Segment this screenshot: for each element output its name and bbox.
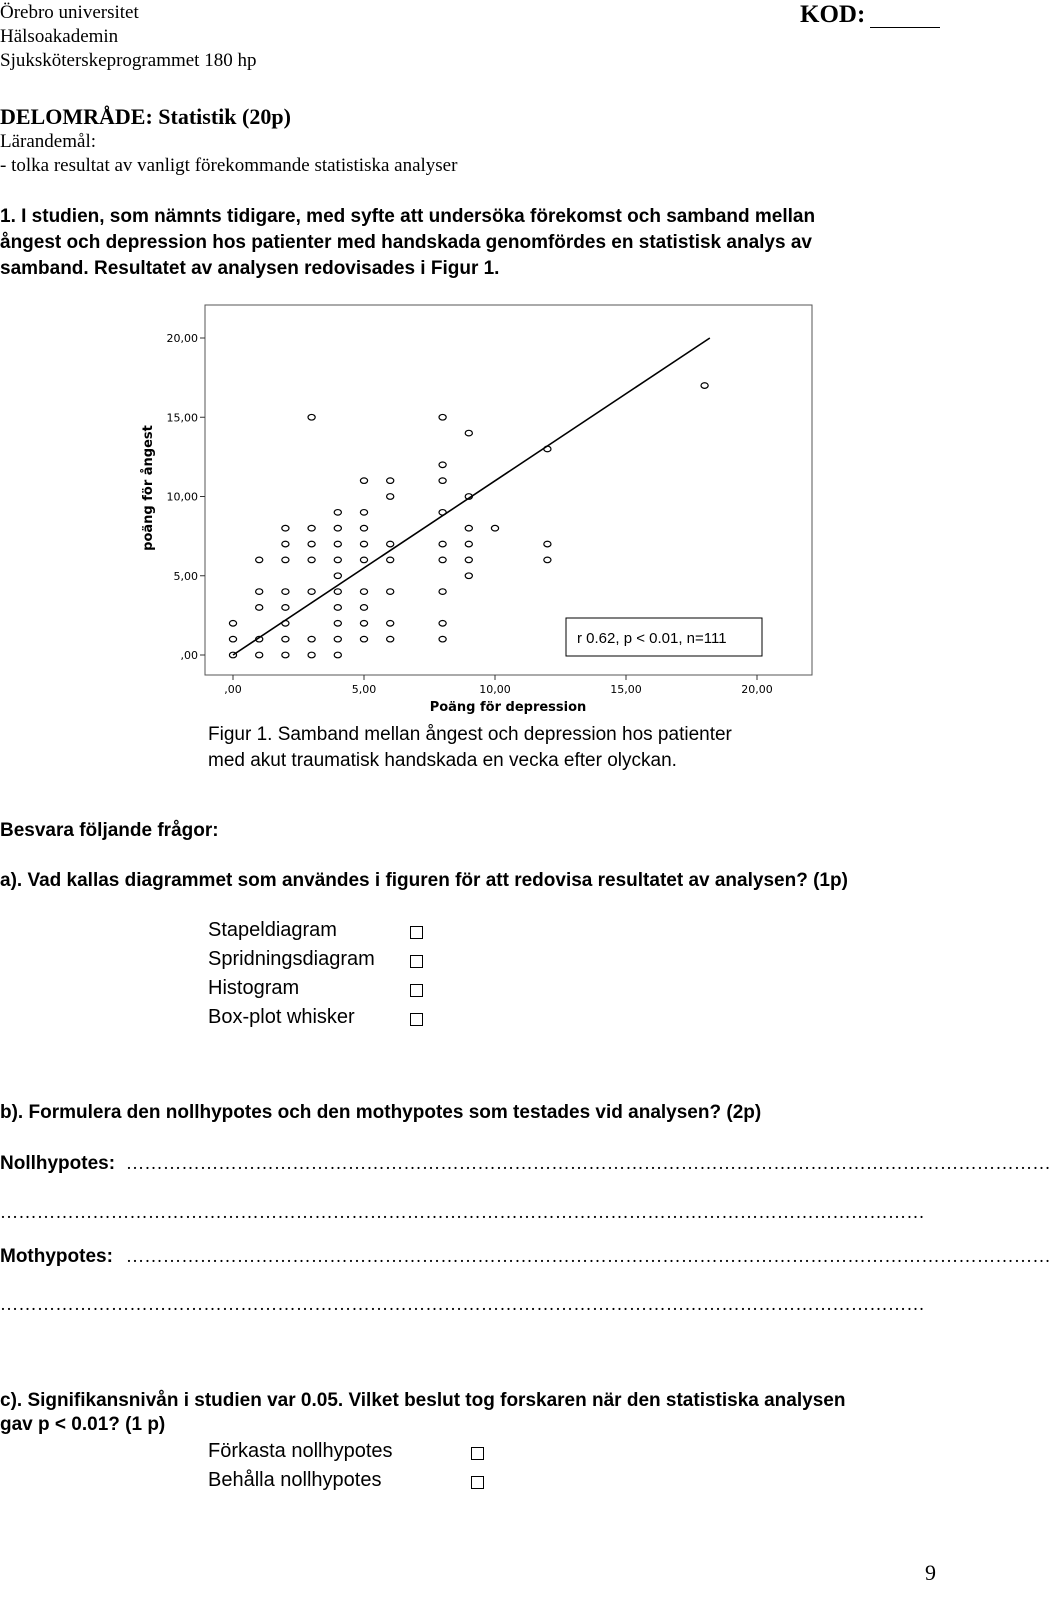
learning-goal-item: - tolka resultat av vanligt förekommande statistiska analyser <box>0 155 458 176</box>
scatter-chart <box>130 300 820 720</box>
x-tick-label: 5,00 <box>351 683 377 696</box>
university-name: Örebro universitet <box>0 2 139 23</box>
page-number: 9 <box>925 1560 936 1585</box>
alt-hypothesis-answer-line-2[interactable]: …………………………………………………………………………………………………………………………………… <box>0 1294 925 1314</box>
academy-name: Hälsoakademin <box>0 26 119 47</box>
question-c-line1: c). Signifikansnivån i studien var 0.05. Vilket beslut tog forskaren när den statistiska analysen <box>0 1390 846 1411</box>
instructions: Besvara följande frågor: <box>0 820 219 841</box>
program-name: Sjuksköterskeprogrammet 180 hp <box>0 50 257 71</box>
option-a1-checkbox[interactable] <box>410 926 423 939</box>
figure-caption-line2: med akut traumatisk handskada en vecka efter olyckan. <box>208 750 677 771</box>
option-c1-label: Förkasta nollhypotes <box>208 1440 393 1462</box>
learning-goal-label: Lärandemål: <box>0 131 97 152</box>
figure-caption-line1: Figur 1. Samband mellan ångest och depression hos patienter <box>208 724 732 745</box>
y-axis-label: poäng för ångest <box>141 425 156 551</box>
option-a2-checkbox[interactable] <box>410 955 423 968</box>
x-tick-label: 15,00 <box>610 683 642 696</box>
question-b-text: b). Formulera den nollhypotes och den mothypotes som testades vid analysen? (2p) <box>0 1102 762 1123</box>
option-a1-label: Stapeldiagram <box>208 919 337 941</box>
kod-label: KOD: <box>800 1 866 28</box>
question-a-text: a). Vad kallas diagrammet som användes i figuren för att redovisa resultatet av analysen? (1p) <box>0 870 848 891</box>
option-a4-label: Box-plot whisker <box>208 1006 355 1028</box>
x-axis-label: Poäng för depression <box>429 700 587 715</box>
x-tick-label: ,00 <box>224 683 242 696</box>
question1-line1: 1. I studien, som nämnts tidigare, med syfte att undersöka förekomst och samband mellan <box>0 206 816 227</box>
alt-hypothesis-answer-line[interactable]: …………………………………………………………………………………………………………………………………… <box>126 1246 1051 1266</box>
y-tick-label: 15,00 <box>166 411 198 425</box>
question1-line3: samband. Resultatet av analysen redovisades i Figur 1. <box>0 258 500 279</box>
section-title: DELOMRÅDE: Statistik (20p) <box>0 104 291 129</box>
option-a3-label: Histogram <box>208 977 300 999</box>
option-a4-checkbox[interactable] <box>410 1013 423 1026</box>
annotation-text: r 0.62, p < 0.01, n=111 <box>577 630 727 647</box>
y-tick-label: ,00 <box>180 649 198 662</box>
kod-underline <box>870 27 940 28</box>
option-c2-checkbox[interactable] <box>471 1476 484 1489</box>
option-a2-label: Spridningsdiagram <box>208 948 375 970</box>
option-a3-checkbox[interactable] <box>410 984 423 997</box>
null-hypothesis-label: Nollhypotes: <box>0 1153 116 1174</box>
question1-line2: ångest och depression hos patienter med handskada genomfördes en statistisk analys av <box>0 232 812 253</box>
x-tick-label: 20,00 <box>741 683 773 696</box>
option-c1-checkbox[interactable] <box>471 1447 484 1460</box>
y-tick-label: 5,00 <box>173 569 198 583</box>
y-tick-label: 20,00 <box>166 332 198 345</box>
option-c2-label: Behålla nollhypotes <box>208 1469 382 1491</box>
question-c-line2: gav p < 0.01? (1 p) <box>0 1414 166 1435</box>
y-tick-label: 10,00 <box>166 490 198 504</box>
null-hypothesis-answer-line-2[interactable]: …………………………………………………………………………………………………………………………………… <box>0 1202 925 1222</box>
x-tick-label: 10,00 <box>479 683 511 696</box>
alt-hypothesis-label: Mothypotes: <box>0 1246 113 1267</box>
null-hypothesis-answer-line[interactable]: …………………………………………………………………………………………………………………………………… <box>126 1153 1051 1173</box>
